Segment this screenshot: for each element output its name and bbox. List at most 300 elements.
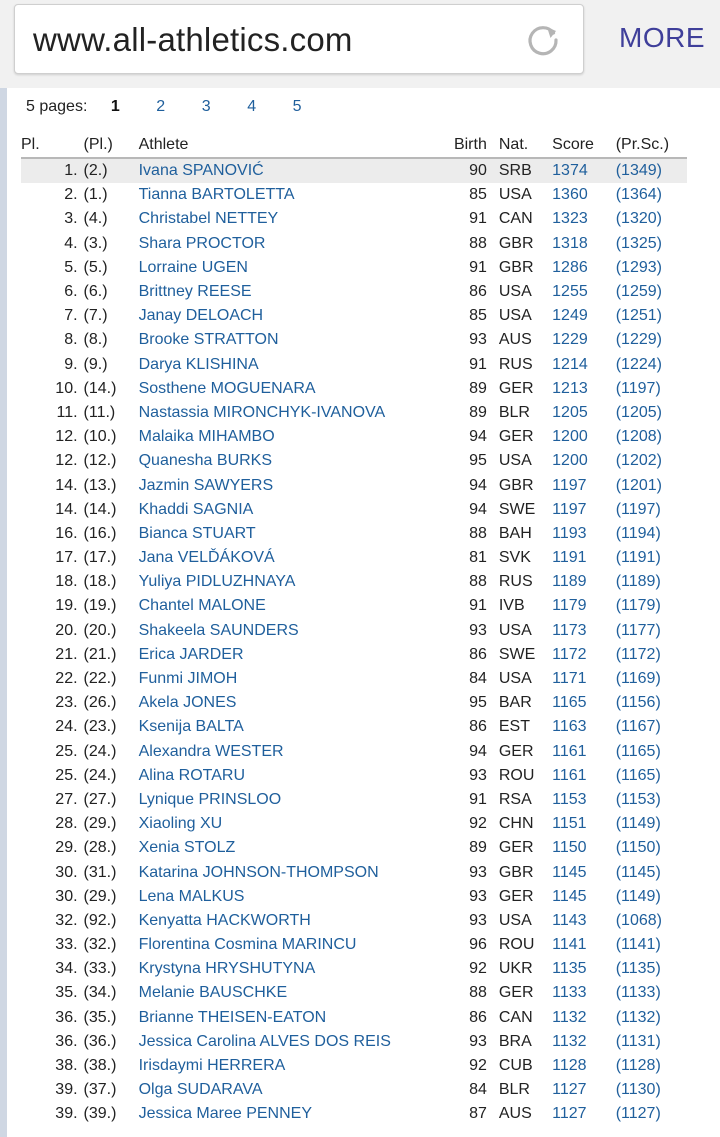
birth-year-cell: 84	[469, 670, 487, 688]
previous-score-link[interactable]: (1167)	[615, 718, 661, 736]
place-cell: 5.	[64, 258, 78, 276]
previous-score-link[interactable]: (1132)	[615, 1008, 661, 1026]
previous-place-cell: (1.)	[83, 186, 108, 204]
table-row	[21, 1102, 687, 1126]
page-link-4[interactable]: 4	[247, 98, 257, 115]
athlete-link[interactable]: Jessica Carolina ALVES DOS REIS	[138, 1032, 391, 1050]
birth-year-cell: 85	[469, 307, 487, 325]
score-link[interactable]: 1205	[552, 403, 588, 421]
athlete-link[interactable]: Lorraine UGEN	[138, 258, 248, 276]
previous-place-cell: (33.)	[83, 960, 117, 978]
previous-place-cell: (29.)	[83, 887, 117, 905]
place-cell: 3.	[64, 210, 78, 228]
place-cell: 29.	[55, 839, 78, 857]
previous-place-cell: (8.)	[83, 331, 108, 349]
athlete-link[interactable]: Janay DELOACH	[138, 307, 264, 325]
score-link[interactable]: 1255	[552, 283, 588, 301]
athlete-link[interactable]: Alexandra WESTER	[138, 742, 284, 760]
score-link[interactable]: 1318	[552, 234, 588, 252]
header-score: Score	[552, 133, 604, 158]
previous-place-cell: (34.)	[83, 984, 117, 1002]
place-cell: 12.	[55, 452, 78, 470]
place-cell: 19.	[55, 597, 78, 615]
address-bar[interactable]	[14, 4, 584, 74]
previous-score-link[interactable]: (1349)	[604, 158, 687, 183]
table-row	[21, 570, 687, 594]
athlete-link[interactable]: Malaika MIHAMBO	[138, 428, 275, 446]
previous-place-cell: (29.)	[83, 815, 117, 833]
nationality-cell: BAR	[498, 694, 532, 712]
nationality-cell: USA	[498, 452, 532, 470]
place-cell: 14.	[55, 500, 78, 518]
previous-score-link[interactable]: (1135)	[615, 960, 661, 978]
score-link[interactable]: 1141	[552, 936, 587, 954]
previous-place-cell: (24.)	[83, 742, 117, 760]
place-cell: 14.	[55, 476, 78, 494]
athlete-link[interactable]: Nastassia MIRONCHYK-IVANOVA	[138, 403, 386, 421]
place-cell: 39.	[55, 1105, 78, 1123]
previous-place-cell: (2.)	[78, 158, 139, 183]
athlete-link[interactable]: Olga SUDARAVA	[138, 1081, 263, 1099]
page-link-5[interactable]: 5	[292, 98, 302, 115]
previous-score-link[interactable]: (1179)	[615, 597, 661, 615]
nationality-cell: EST	[498, 718, 530, 736]
athlete-link[interactable]: Brianne THEISEN-EATON	[138, 1008, 327, 1026]
score-link[interactable]: 1197	[552, 476, 587, 494]
previous-place-cell: (5.)	[83, 258, 108, 276]
score-link[interactable]: 1128	[552, 1057, 587, 1075]
previous-score-link[interactable]: (1169)	[615, 670, 661, 688]
birth-year-cell: 93	[469, 331, 487, 349]
athlete-link[interactable]: Khaddi SAGNIA	[138, 500, 254, 518]
nationality-cell: GER	[498, 379, 534, 397]
place-cell: 28.	[55, 815, 78, 833]
birth-year-cell: 93	[469, 621, 487, 639]
score-link[interactable]: 1127	[552, 1081, 587, 1099]
previous-score-link[interactable]: (1133)	[615, 984, 661, 1002]
athlete-link[interactable]: Brittney REESE	[138, 283, 252, 301]
previous-score-link[interactable]: (1325)	[615, 234, 662, 252]
athlete-link[interactable]: Ivana SPANOVIĆ	[139, 158, 454, 183]
previous-score-link[interactable]: (1189)	[615, 573, 661, 591]
previous-score-link[interactable]: (1165)	[615, 766, 661, 784]
nationality-cell: RUS	[498, 355, 533, 373]
header-previous-score: (Pr.Sc.)	[604, 133, 687, 158]
table-row	[21, 377, 687, 401]
place-cell: 9.	[64, 355, 78, 373]
previous-score-link[interactable]: (1364)	[615, 186, 662, 204]
place-cell: 11.	[56, 403, 78, 421]
nationality-cell: BAH	[498, 524, 532, 542]
previous-score-link[interactable]: (1149)	[615, 887, 661, 905]
athlete-link[interactable]: Quanesha BURKS	[138, 452, 273, 470]
score-link[interactable]: 1145	[552, 887, 587, 905]
previous-place-cell: (18.)	[83, 573, 117, 591]
athlete-link[interactable]: Erica JARDER	[138, 645, 244, 663]
previous-score-link[interactable]: (1131)	[615, 1032, 661, 1050]
more-menu-button[interactable]: MORE	[619, 22, 705, 53]
table-row	[21, 957, 687, 981]
table-row	[21, 619, 687, 643]
previous-place-cell: (12.)	[83, 452, 117, 470]
score-link[interactable]: 1163	[552, 718, 587, 736]
place-cell: 39.	[55, 1081, 78, 1099]
score-link[interactable]: 1193	[552, 524, 587, 542]
athlete-link[interactable]: Shara PROCTOR	[138, 234, 266, 252]
athlete-link[interactable]: Kenyatta HACKWORTH	[138, 911, 311, 929]
birth-year-cell: 91	[469, 258, 487, 276]
birth-year-cell: 94	[469, 500, 487, 518]
previous-score-link[interactable]: (1130)	[615, 1081, 661, 1099]
score-link[interactable]: 1151	[552, 815, 587, 833]
score-link[interactable]: 1229	[552, 331, 588, 349]
place-cell: 1.	[21, 158, 78, 183]
table-row	[21, 836, 687, 860]
table-row	[21, 715, 687, 739]
place-cell: 22.	[55, 670, 78, 688]
birth-year-cell: 95	[469, 694, 487, 712]
score-link[interactable]: 1161	[552, 742, 587, 760]
score-link[interactable]: 1133	[552, 984, 587, 1002]
table-row	[21, 546, 687, 570]
previous-score-link[interactable]: (1141)	[615, 936, 661, 954]
birth-year-cell: 86	[469, 1008, 487, 1026]
birth-year-cell: 88	[469, 984, 487, 1002]
previous-score-link[interactable]: (1205)	[615, 403, 662, 421]
reload-icon[interactable]	[525, 22, 561, 58]
table-row	[21, 353, 687, 377]
athlete-link[interactable]: Xiaoling XU	[138, 815, 223, 833]
table-row	[21, 522, 687, 546]
place-cell: 32.	[55, 911, 78, 929]
previous-score-link[interactable]: (1156)	[615, 694, 661, 712]
place-cell: 30.	[55, 863, 78, 881]
table-row	[21, 691, 687, 715]
place-cell: 4.	[64, 234, 78, 252]
nationality-cell: CAN	[498, 210, 533, 228]
previous-score-link[interactable]: (1201)	[615, 476, 662, 494]
score-link[interactable]: 1143	[552, 911, 587, 929]
previous-score-link[interactable]: (1068)	[615, 911, 662, 929]
previous-place-cell: (31.)	[83, 863, 117, 881]
page-link-2[interactable]: 2	[156, 98, 166, 115]
place-cell: 25.	[55, 766, 78, 784]
table-row	[21, 256, 687, 280]
score-link[interactable]: 1323	[552, 210, 588, 228]
table-row	[21, 1030, 687, 1054]
page-link-1: 1	[110, 98, 120, 115]
athlete-link[interactable]: Alina ROTARU	[138, 766, 245, 784]
previous-place-cell: (16.)	[83, 524, 117, 542]
athlete-link[interactable]: Krystyna HRYSHUTYNA	[138, 960, 316, 978]
previous-place-cell: (28.)	[83, 839, 117, 857]
table-row	[21, 1078, 687, 1102]
url-text[interactable]: www.all-athletics.com	[33, 21, 353, 58]
browser-toolbar	[0, 0, 720, 88]
table-row	[21, 328, 687, 352]
score-link[interactable]: 1249	[552, 307, 588, 325]
previous-place-cell: (3.)	[83, 234, 108, 252]
place-cell: 17.	[55, 549, 78, 567]
birth-year-cell: 89	[469, 379, 487, 397]
previous-place-cell: (9.)	[83, 355, 108, 373]
previous-score-link[interactable]: (1145)	[615, 863, 661, 881]
previous-place-cell: (20.)	[83, 621, 117, 639]
athlete-link[interactable]: Sosthene MOGUENARA	[138, 379, 316, 397]
previous-score-link[interactable]: (1194)	[615, 524, 661, 542]
score-link[interactable]: 1145	[552, 863, 587, 881]
athlete-link[interactable]: Lena MALKUS	[138, 887, 245, 905]
previous-score-link[interactable]: (1208)	[615, 428, 662, 446]
previous-place-cell: (19.)	[83, 597, 117, 615]
table-row	[21, 885, 687, 909]
place-cell: 38.	[55, 1057, 78, 1075]
birth-year-cell: 81	[469, 549, 487, 567]
place-cell: 34.	[55, 960, 78, 978]
nationality-cell: AUS	[498, 331, 532, 349]
previous-score-link[interactable]: (1150)	[615, 839, 661, 857]
table-row	[21, 232, 687, 256]
score-link[interactable]: 1132	[552, 1008, 587, 1026]
athlete-link[interactable]: Funmi JIMOH	[138, 670, 238, 688]
birth-year-cell: 90	[454, 158, 487, 183]
birth-year-cell: 86	[469, 645, 487, 663]
table-row	[21, 473, 687, 497]
birth-year-cell: 84	[469, 1081, 487, 1099]
score-link[interactable]: 1165	[552, 694, 587, 712]
table-row	[21, 909, 687, 933]
previous-score-link[interactable]: (1293)	[615, 258, 662, 276]
table-row	[21, 860, 687, 884]
birth-year-cell: 95	[469, 452, 487, 470]
score-link[interactable]: 1214	[552, 355, 588, 373]
nationality-cell: SVK	[498, 549, 531, 567]
nationality-cell: BRA	[498, 1032, 532, 1050]
nationality-cell: CAN	[498, 1008, 533, 1026]
nationality-cell: GBR	[498, 476, 534, 494]
table-row	[21, 280, 687, 304]
header-athlete: Athlete	[139, 133, 454, 158]
athlete-link[interactable]: Lynique PRINSLOO	[138, 790, 282, 808]
birth-year-cell: 93	[469, 887, 487, 905]
rankings-table	[21, 133, 687, 1127]
birth-year-cell: 94	[469, 742, 487, 760]
table-row	[21, 812, 687, 836]
nationality-cell: ROU	[498, 766, 535, 784]
athlete-link[interactable]: Florentina Cosmina MARINCU	[138, 936, 357, 954]
nationality-cell: AUS	[498, 1105, 532, 1123]
previous-score-link[interactable]: (1165)	[615, 742, 661, 760]
athlete-link[interactable]: Irisdaymi HERRERA	[138, 1057, 286, 1075]
table-row	[21, 594, 687, 618]
athlete-link[interactable]: Tianna BARTOLETTA	[138, 186, 295, 204]
place-cell: 10.	[55, 379, 78, 397]
place-cell: 36.	[55, 1008, 78, 1026]
previous-score-link[interactable]: (1149)	[615, 815, 661, 833]
previous-place-cell: (32.)	[83, 936, 117, 954]
place-cell: 8.	[64, 331, 78, 349]
table-row	[21, 981, 687, 1005]
table-row	[21, 158, 687, 183]
birth-year-cell: 93	[469, 1032, 487, 1050]
nationality-cell: GER	[498, 428, 534, 446]
page-link-3[interactable]: 3	[201, 98, 211, 115]
previous-place-cell: (38.)	[83, 1057, 117, 1075]
athlete-link[interactable]: Jessica Maree PENNEY	[138, 1105, 312, 1123]
place-cell: 2.	[64, 186, 78, 204]
place-cell: 18.	[55, 573, 78, 591]
previous-score-link[interactable]: (1259)	[615, 283, 662, 301]
table-row	[21, 304, 687, 328]
score-link[interactable]: 1153	[552, 790, 587, 808]
score-link[interactable]: 1200	[552, 452, 588, 470]
score-link[interactable]: 1127	[552, 1105, 587, 1123]
score-link[interactable]: 1150	[552, 839, 587, 857]
place-cell: 23.	[55, 694, 78, 712]
previous-place-cell: (22.)	[83, 670, 117, 688]
place-cell: 35.	[55, 984, 78, 1002]
nationality-cell: CUB	[498, 1057, 533, 1075]
pagination	[26, 98, 334, 116]
previous-place-cell: (21.)	[83, 645, 117, 663]
athlete-link[interactable]: Brooke STRATTON	[138, 331, 279, 349]
birth-year-cell: 92	[469, 1057, 487, 1075]
previous-place-cell: (36.)	[83, 1032, 117, 1050]
previous-score-link[interactable]: (1127)	[615, 1105, 661, 1123]
score-link[interactable]: 1161	[552, 766, 587, 784]
birth-year-cell: 88	[469, 524, 487, 542]
table-row	[21, 764, 687, 788]
athlete-link[interactable]: Darya KLISHINA	[138, 355, 259, 373]
athlete-link[interactable]: Yuliya PIDLUZHNAYA	[138, 573, 296, 591]
nationality-cell: USA	[498, 911, 532, 929]
previous-score-link[interactable]: (1177)	[615, 621, 661, 639]
birth-year-cell: 93	[469, 766, 487, 784]
previous-place-cell: (7.)	[83, 307, 108, 325]
page-edge-bar	[0, 88, 7, 1137]
birth-year-cell: 91	[469, 210, 487, 228]
score-link[interactable]: 1179	[552, 597, 587, 615]
table-row	[21, 401, 687, 425]
place-cell: 27.	[55, 790, 78, 808]
athlete-link[interactable]: Xenia STOLZ	[138, 839, 236, 857]
header-place: Pl.	[21, 133, 78, 158]
nationality-cell: USA	[498, 283, 532, 301]
nationality-cell: RSA	[498, 790, 532, 808]
birth-year-cell: 93	[469, 863, 487, 881]
previous-score-link[interactable]: (1197)	[615, 500, 661, 518]
score-link[interactable]: 1173	[552, 621, 587, 639]
nationality-cell: BLR	[498, 403, 530, 421]
previous-score-link[interactable]: (1229)	[615, 331, 662, 349]
score-link[interactable]: 1213	[552, 379, 588, 397]
previous-score-link[interactable]: (1153)	[615, 790, 661, 808]
score-link[interactable]: 1191	[552, 549, 587, 567]
previous-place-cell: (13.)	[83, 476, 117, 494]
nationality-cell: USA	[498, 670, 532, 688]
table-row	[21, 933, 687, 957]
athlete-link[interactable]: Ksenija BALTA	[138, 718, 244, 736]
nationality-cell: USA	[498, 621, 532, 639]
nationality-cell: GER	[498, 839, 534, 857]
score-link[interactable]: 1172	[552, 645, 587, 663]
score-link[interactable]: 1171	[552, 670, 587, 688]
table-row	[21, 498, 687, 522]
birth-year-cell: 87	[469, 1105, 487, 1123]
athlete-link[interactable]: Christabel NETTEY	[138, 210, 279, 228]
athlete-link[interactable]: Katarina JOHNSON-THOMPSON	[138, 863, 379, 881]
birth-year-cell: 91	[469, 790, 487, 808]
place-cell: 12.	[55, 428, 78, 446]
nationality-cell: USA	[498, 307, 532, 325]
table-row	[21, 643, 687, 667]
previous-score-link[interactable]: (1224)	[615, 355, 662, 373]
place-cell: 16.	[55, 524, 78, 542]
nationality-cell: GBR	[498, 258, 534, 276]
score-link[interactable]: 1360	[552, 186, 588, 204]
score-link[interactable]: 1286	[552, 258, 588, 276]
score-link[interactable]: 1374	[552, 158, 604, 183]
birth-year-cell: 92	[469, 815, 487, 833]
place-cell: 33.	[55, 936, 78, 954]
nationality-cell: GBR	[498, 863, 534, 881]
previous-score-link[interactable]: (1191)	[615, 549, 661, 567]
previous-place-cell: (27.)	[83, 790, 117, 808]
athlete-link[interactable]: Jana VELĎÁKOVÁ	[138, 549, 275, 567]
place-cell: 6.	[64, 283, 78, 301]
score-link[interactable]: 1200	[552, 428, 588, 446]
athlete-link[interactable]: Akela JONES	[138, 694, 237, 712]
previous-score-link[interactable]: (1320)	[615, 210, 662, 228]
pagination-label: 5 pages:	[26, 98, 88, 115]
table-row	[21, 667, 687, 691]
table-row	[21, 1054, 687, 1078]
previous-place-cell: (23.)	[83, 718, 117, 736]
previous-score-link[interactable]: (1202)	[615, 452, 662, 470]
previous-score-link[interactable]: (1128)	[615, 1057, 661, 1075]
table-row	[21, 207, 687, 231]
birth-year-cell: 94	[469, 428, 487, 446]
table-row	[21, 788, 687, 812]
birth-year-cell: 86	[469, 718, 487, 736]
score-link[interactable]: 1132	[552, 1032, 587, 1050]
birth-year-cell: 91	[469, 355, 487, 373]
athlete-link[interactable]: Bianca STUART	[138, 524, 256, 542]
score-link[interactable]: 1189	[552, 573, 587, 591]
previous-place-cell: (39.)	[83, 1105, 117, 1123]
previous-score-link[interactable]: (1197)	[615, 379, 661, 397]
previous-place-cell: (26.)	[83, 694, 117, 712]
birth-year-cell: 88	[469, 573, 487, 591]
header-nationality: Nat.	[487, 133, 552, 158]
table-row	[21, 425, 687, 449]
nationality-cell: USA	[498, 186, 532, 204]
previous-score-link[interactable]: (1172)	[615, 645, 661, 663]
previous-place-cell: (6.)	[83, 283, 108, 301]
athlete-link[interactable]: Chantel MALONE	[138, 597, 266, 615]
header-birth: Birth	[454, 133, 487, 158]
score-link[interactable]: 1197	[552, 500, 587, 518]
nationality-cell: BLR	[498, 1081, 530, 1099]
score-link[interactable]: 1135	[552, 960, 587, 978]
nationality-cell: GER	[498, 887, 534, 905]
athlete-link[interactable]: Shakeela SAUNDERS	[138, 621, 299, 639]
nationality-cell: GBR	[498, 234, 534, 252]
previous-score-link[interactable]: (1251)	[615, 307, 662, 325]
previous-place-cell: (14.)	[83, 379, 117, 397]
athlete-link[interactable]: Melanie BAUSCHKE	[138, 984, 288, 1002]
athlete-link[interactable]: Jazmin SAWYERS	[138, 476, 274, 494]
